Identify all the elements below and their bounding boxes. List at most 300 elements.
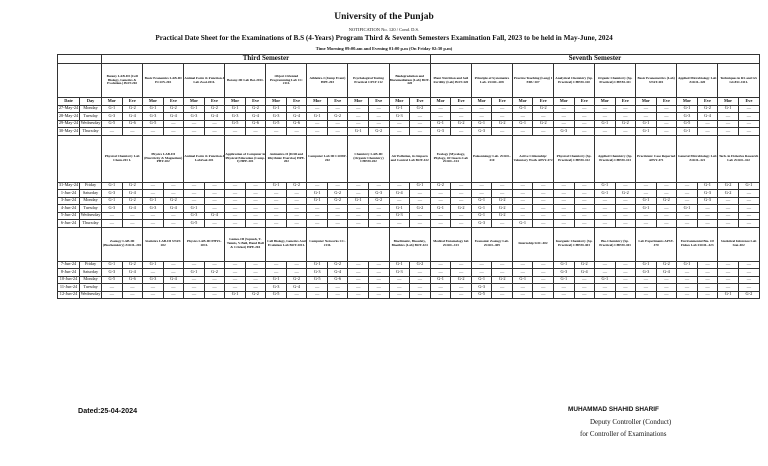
exam-date: 5-Jun-24: [58, 212, 80, 220]
subject-row: [58, 227, 760, 261]
group-cell: G-2: [738, 291, 759, 299]
group-cell: G-3: [102, 205, 123, 213]
group-cell: G-1: [102, 197, 123, 205]
group-cell: G-3: [143, 276, 164, 284]
group-cell: —: [327, 205, 348, 213]
morning-column-header: Mor: [471, 98, 492, 106]
evening-column-header: Eve: [615, 98, 636, 106]
group-cell: G-1: [512, 276, 533, 284]
group-cell: G-2: [286, 182, 307, 190]
date-row: [58, 128, 760, 136]
group-cell: —: [225, 276, 246, 284]
group-cell: G-2: [451, 276, 472, 284]
subject-cell: Practicum/ Case Reported APSY-471: [636, 135, 677, 182]
evening-column-header: Eve: [574, 98, 595, 106]
exam-day: Friday: [80, 182, 102, 190]
subject-cell: [348, 227, 389, 261]
group-cell: —: [554, 284, 575, 292]
subject-cell: Applied Microbiology Lab ZOOL-420: [677, 64, 718, 98]
evening-column-header: Eve: [122, 98, 143, 106]
date-column-header: Date: [58, 98, 80, 106]
group-cell: —: [574, 182, 595, 190]
group-cell: —: [266, 190, 287, 198]
group-cell: —: [410, 128, 431, 136]
group-cell: —: [163, 212, 184, 220]
subject-cell: Animal Form & Function-I Lab Zool-201L: [184, 64, 225, 98]
group-cell: —: [184, 291, 205, 299]
group-cell: G-6: [245, 120, 266, 128]
evening-column-header: Eve: [369, 98, 390, 106]
exam-date: 7-Jun-24: [58, 261, 80, 269]
group-cell: —: [122, 284, 143, 292]
group-cell: —: [574, 205, 595, 213]
group-cell: —: [533, 220, 554, 228]
subject-cell: Analytical Chemistry (Sp. Practical) CHEM-410: [554, 64, 595, 98]
group-cell: —: [738, 284, 759, 292]
exam-date: 1-Jun-24: [58, 190, 80, 198]
group-cell: G-1: [102, 261, 123, 269]
evening-column-header: Eve: [204, 98, 225, 106]
group-cell: —: [512, 284, 533, 292]
group-cell: —: [225, 190, 246, 198]
group-cell: —: [410, 220, 431, 228]
group-cell: G-1: [595, 120, 616, 128]
group-cell: —: [348, 276, 369, 284]
group-cell: —: [102, 284, 123, 292]
group-cell: G-1: [471, 212, 492, 220]
group-cell: —: [245, 276, 266, 284]
group-cell: —: [492, 220, 513, 228]
group-cell: G-2: [492, 212, 513, 220]
group-cell: —: [430, 197, 451, 205]
subject-cell: Applied Chemistry (Sp. Practical) CHEM-413: [595, 135, 636, 182]
group-cell: —: [204, 128, 225, 136]
subject-cell: Ecology (Mycology, Phylogy, Of Insects Lab ZOOL-414: [430, 135, 471, 182]
group-cell: —: [512, 291, 533, 299]
group-cell: G-2: [369, 128, 390, 136]
group-cell: —: [595, 261, 616, 269]
group-cell: —: [636, 105, 657, 113]
subject-cell: Environmental Bio. Of Fishes Lab ZOOL-423: [677, 227, 718, 261]
morning-column-header: Mor: [225, 98, 246, 106]
group-cell: G-1: [266, 182, 287, 190]
group-cell: —: [327, 291, 348, 299]
group-cell: G-3: [471, 220, 492, 228]
group-cell: G-1: [677, 261, 698, 269]
group-cell: —: [451, 113, 472, 121]
exam-date: 27-May-24: [58, 105, 80, 113]
subject-cell: Animatics-II (Drill and Rhythmic Exercise) HPE-202: [266, 135, 307, 182]
group-cell: —: [369, 261, 390, 269]
group-cell: G-1: [307, 190, 328, 198]
group-cell: —: [492, 182, 513, 190]
group-cell: G-1: [102, 182, 123, 190]
group-cell: —: [225, 269, 246, 277]
group-cell: —: [369, 284, 390, 292]
date-row: [58, 269, 760, 277]
subject-cell: Application of Computer in Physical Education (Comp-I) HPE-201: [225, 135, 266, 182]
group-cell: —: [245, 269, 266, 277]
group-cell: G-3: [471, 284, 492, 292]
subject-cell: Plant Nutrition and Soil Fertility (Lab) BOT-420: [430, 64, 471, 98]
group-cell: —: [656, 190, 677, 198]
group-cell: —: [307, 182, 328, 190]
date-row: [58, 220, 760, 228]
group-cell: G-2: [718, 190, 739, 198]
morning-column-header: Mor: [636, 98, 657, 106]
group-cell: —: [471, 269, 492, 277]
group-cell: —: [369, 105, 390, 113]
group-cell: —: [430, 220, 451, 228]
group-cell: —: [410, 276, 431, 284]
exam-date: 4-Jun-24: [58, 205, 80, 213]
group-cell: —: [533, 197, 554, 205]
date-row: [58, 284, 760, 292]
subject-cell: Principle of Systematics Lab. ZOOL-208: [471, 64, 512, 98]
group-cell: G-2: [245, 105, 266, 113]
group-cell: —: [615, 284, 636, 292]
group-cell: —: [245, 182, 266, 190]
group-cell: G-1: [636, 120, 657, 128]
group-cell: —: [697, 261, 718, 269]
group-cell: —: [163, 269, 184, 277]
group-cell: G-4: [122, 269, 143, 277]
notification-number: NOTIFICATION No. 120 / Cond. D.S.: [348, 27, 420, 32]
subject-cell: Object Oriented Programming Lab CC 211L: [266, 64, 307, 98]
group-cell: —: [389, 220, 410, 228]
group-cell: G-1: [738, 182, 759, 190]
group-cell: —: [718, 220, 739, 228]
group-cell: —: [718, 197, 739, 205]
group-cell: —: [430, 113, 451, 121]
group-cell: G-1: [512, 220, 533, 228]
group-cell: G-3: [225, 113, 246, 121]
group-cell: G-3: [677, 113, 698, 121]
group-cell: —: [492, 113, 513, 121]
group-cell: —: [697, 276, 718, 284]
group-cell: G-6: [286, 120, 307, 128]
group-cell: —: [163, 190, 184, 198]
group-cell: —: [369, 205, 390, 213]
group-cell: —: [245, 197, 266, 205]
group-cell: G-5: [307, 276, 328, 284]
group-cell: —: [533, 261, 554, 269]
group-cell: G-1: [471, 205, 492, 213]
group-cell: —: [636, 291, 657, 299]
subject-cell: Active Citizenship/ Voluntary Work APSY-472: [512, 135, 553, 182]
group-cell: G-3: [143, 113, 164, 121]
exam-day: Tuesday: [80, 205, 102, 213]
subject-row: [58, 135, 760, 182]
group-cell: —: [451, 212, 472, 220]
subject-cell: Practice Teaching (Long) I EDU 207: [512, 64, 553, 98]
subject-cell: Botany-III Lab Bot-201L: [225, 64, 266, 98]
blank-cell: [58, 227, 102, 261]
group-cell: —: [738, 197, 759, 205]
group-cell: —: [595, 205, 616, 213]
group-cell: —: [204, 197, 225, 205]
group-cell: —: [656, 105, 677, 113]
group-cell: —: [554, 113, 575, 121]
group-cell: G-1: [595, 190, 616, 198]
group-cell: G-2: [492, 276, 513, 284]
date-row: [58, 120, 760, 128]
exam-day: Thursday: [80, 128, 102, 136]
group-cell: —: [554, 120, 575, 128]
group-cell: —: [163, 220, 184, 228]
group-cell: G-1: [389, 105, 410, 113]
group-cell: —: [204, 190, 225, 198]
group-cell: —: [184, 120, 205, 128]
group-cell: G-4: [204, 212, 225, 220]
date-row: [58, 113, 760, 121]
group-cell: —: [348, 120, 369, 128]
group-cell: —: [307, 291, 328, 299]
date-row: [58, 190, 760, 198]
group-cell: —: [492, 105, 513, 113]
signatory-role: Deputy Controller (Conduct): [590, 418, 672, 426]
group-cell: —: [389, 128, 410, 136]
group-cell: G-3: [369, 190, 390, 198]
group-cell: G-2: [492, 197, 513, 205]
morning-column-header: Mor: [348, 98, 369, 106]
group-cell: G-1: [307, 261, 328, 269]
date-row: [58, 197, 760, 205]
subject-cell: Inorganic Chemistry (Sp. Practical) CHEM-403: [554, 227, 595, 261]
group-cell: G-1: [471, 276, 492, 284]
exam-day: Wednesday: [80, 212, 102, 220]
subject-cell: Physical Chemistry Lab Chem-201 L: [102, 135, 143, 182]
group-cell: —: [389, 182, 410, 190]
group-cell: —: [307, 128, 328, 136]
group-cell: —: [718, 269, 739, 277]
group-cell: —: [574, 105, 595, 113]
group-cell: —: [697, 128, 718, 136]
subject-cell: Air Pollution, its Impacts and Control Lab BOT-422: [389, 135, 430, 182]
group-cell: —: [286, 212, 307, 220]
group-cell: G-4: [697, 113, 718, 121]
group-cell: —: [677, 220, 698, 228]
group-cell: G-1: [430, 276, 451, 284]
morning-column-header: Mor: [512, 98, 533, 106]
group-cell: —: [492, 128, 513, 136]
group-cell: —: [327, 182, 348, 190]
group-cell: G-2: [430, 182, 451, 190]
group-cell: —: [451, 220, 472, 228]
group-cell: —: [348, 113, 369, 121]
evening-column-header: Eve: [163, 98, 184, 106]
group-cell: —: [307, 220, 328, 228]
group-cell: —: [512, 261, 533, 269]
exam-day: Monday: [80, 276, 102, 284]
group-cell: —: [677, 284, 698, 292]
university-name: University of the Punjab: [334, 12, 434, 22]
group-cell: —: [163, 284, 184, 292]
subject-cell: Lab Experiments APSY-470: [636, 227, 677, 261]
group-cell: —: [163, 261, 184, 269]
group-cell: —: [286, 190, 307, 198]
group-cell: G-4: [286, 113, 307, 121]
group-cell: G-1: [697, 182, 718, 190]
subject-cell: Organic Chemistry (Sp. Practical) CHEM-411: [595, 64, 636, 98]
group-cell: —: [636, 220, 657, 228]
group-cell: —: [492, 284, 513, 292]
group-cell: G-4: [122, 190, 143, 198]
group-cell: —: [656, 120, 677, 128]
blank-cell: [58, 135, 102, 182]
exam-date: 12-Jun-24: [58, 291, 80, 299]
group-cell: —: [718, 284, 739, 292]
morning-column-header: Mor: [143, 98, 164, 106]
date-row: [58, 212, 760, 220]
exam-day: Monday: [80, 105, 102, 113]
group-cell: —: [677, 197, 698, 205]
morning-column-header: Mor: [389, 98, 410, 106]
group-cell: G-4: [574, 269, 595, 277]
group-cell: G-2: [163, 197, 184, 205]
exam-timing: Time Morning 09:00.am and Evening 01:00 p.m (On Friday 02:30 p.m): [315, 46, 453, 51]
exam-date: 29-May-24: [58, 120, 80, 128]
morning-column-header: Mor: [266, 98, 287, 106]
group-cell: —: [492, 291, 513, 299]
subject-cell: Tech. in Fisheries Research Lab ZOOL-422: [718, 135, 760, 182]
group-cell: —: [554, 212, 575, 220]
subject-cell: Biodegradation and Bioremediation (Lab) BOT-420: [389, 64, 430, 98]
subject-cell: Economic Zoology Lab. ZOOL-409: [471, 227, 512, 261]
subject-cell: Basic Economics LAB-III ECON-202: [143, 64, 184, 98]
group-cell: G-1: [677, 105, 698, 113]
group-cell: —: [533, 182, 554, 190]
signatory-role-2: for Controller of Examinations: [580, 430, 667, 438]
group-cell: —: [266, 220, 287, 228]
group-cell: G-1: [636, 197, 657, 205]
group-cell: —: [163, 182, 184, 190]
group-cell: G-6: [122, 120, 143, 128]
group-cell: G-3: [307, 269, 328, 277]
group-cell: —: [184, 284, 205, 292]
exam-day: Saturday: [80, 269, 102, 277]
group-cell: G-2: [615, 190, 636, 198]
group-cell: G-1: [389, 205, 410, 213]
group-cell: —: [533, 212, 554, 220]
group-cell: —: [636, 113, 657, 121]
subject-cell: Botany LAB-III (Cell Biology, Genetics & Evolution.) BOT-202: [102, 64, 143, 98]
group-cell: —: [451, 284, 472, 292]
group-cell: —: [286, 291, 307, 299]
group-cell: —: [286, 205, 307, 213]
group-cell: —: [533, 113, 554, 121]
group-cell: G-3: [554, 128, 575, 136]
group-cell: G-5: [471, 291, 492, 299]
group-cell: G-3: [102, 190, 123, 198]
group-cell: G-4: [122, 205, 143, 213]
group-cell: —: [595, 212, 616, 220]
group-cell: G-3: [102, 269, 123, 277]
exam-date: 10-Jun-24: [58, 276, 80, 284]
group-cell: —: [348, 220, 369, 228]
group-cell: —: [595, 128, 616, 136]
evening-column-header: Eve: [410, 98, 431, 106]
group-cell: —: [369, 113, 390, 121]
subject-cell: Medical Entomology lab ZOOL-413: [430, 227, 471, 261]
group-cell: —: [656, 205, 677, 213]
group-cell: G-1: [636, 205, 657, 213]
subject-cell: Physical Chemistry (Sp. Practical) CHEM-412: [554, 135, 595, 182]
group-cell: —: [348, 105, 369, 113]
subject-cell: Basic Econometrics (Lab) STAT-401: [636, 64, 677, 98]
group-cell: G-1: [225, 291, 246, 299]
exam-day: Monday: [80, 197, 102, 205]
exam-date: 31-May-24: [58, 182, 80, 190]
group-cell: —: [327, 128, 348, 136]
group-cell: —: [697, 269, 718, 277]
document-title: Practical Date Sheet for the Examinations of B.S (4-Years) Program Third & Seventh Semesters Examination Fall, 2023 to be held in May-June, 2024: [155, 34, 613, 42]
group-cell: —: [738, 105, 759, 113]
group-cell: —: [615, 269, 636, 277]
group-cell: G-1: [595, 182, 616, 190]
group-cell: G-5: [102, 120, 123, 128]
group-cell: —: [245, 261, 266, 269]
group-cell: G-2: [718, 182, 739, 190]
group-cell: G-1: [512, 120, 533, 128]
group-cell: —: [554, 182, 575, 190]
group-cell: G-1: [512, 105, 533, 113]
group-cell: —: [389, 284, 410, 292]
date-sheet-table: [57, 54, 760, 299]
day-column-header: Day: [80, 98, 102, 106]
group-cell: G-1: [184, 105, 205, 113]
group-cell: G-1: [225, 105, 246, 113]
subject-cell: Statistical Inference Lab Stat-402: [718, 227, 760, 261]
group-cell: —: [327, 284, 348, 292]
group-cell: —: [656, 276, 677, 284]
group-cell: —: [102, 291, 123, 299]
group-cell: —: [595, 269, 616, 277]
subject-row: [58, 64, 760, 98]
group-cell: G-3: [184, 212, 205, 220]
group-cell: —: [718, 120, 739, 128]
group-cell: —: [738, 205, 759, 213]
group-cell: —: [286, 197, 307, 205]
group-cell: —: [266, 269, 287, 277]
group-cell: G-4: [163, 276, 184, 284]
group-cell: —: [143, 220, 164, 228]
group-cell: G-2: [327, 190, 348, 198]
group-cell: —: [348, 284, 369, 292]
group-cell: G-3: [389, 269, 410, 277]
group-cell: G-1: [410, 182, 431, 190]
group-cell: —: [656, 128, 677, 136]
group-cell: —: [574, 128, 595, 136]
group-cell: —: [204, 220, 225, 228]
group-cell: —: [471, 261, 492, 269]
group-cell: —: [430, 269, 451, 277]
group-cell: —: [102, 128, 123, 136]
group-cell: —: [348, 269, 369, 277]
group-cell: —: [410, 284, 431, 292]
group-cell: G-2: [369, 197, 390, 205]
group-cell: G-4: [286, 284, 307, 292]
exam-date: 28-May-24: [58, 113, 80, 121]
group-cell: —: [389, 291, 410, 299]
group-cell: —: [245, 205, 266, 213]
group-cell: G-5: [102, 276, 123, 284]
group-cell: —: [471, 182, 492, 190]
group-cell: G-3: [430, 128, 451, 136]
group-cell: —: [389, 276, 410, 284]
group-cell: —: [533, 128, 554, 136]
group-cell: G-1: [677, 205, 698, 213]
